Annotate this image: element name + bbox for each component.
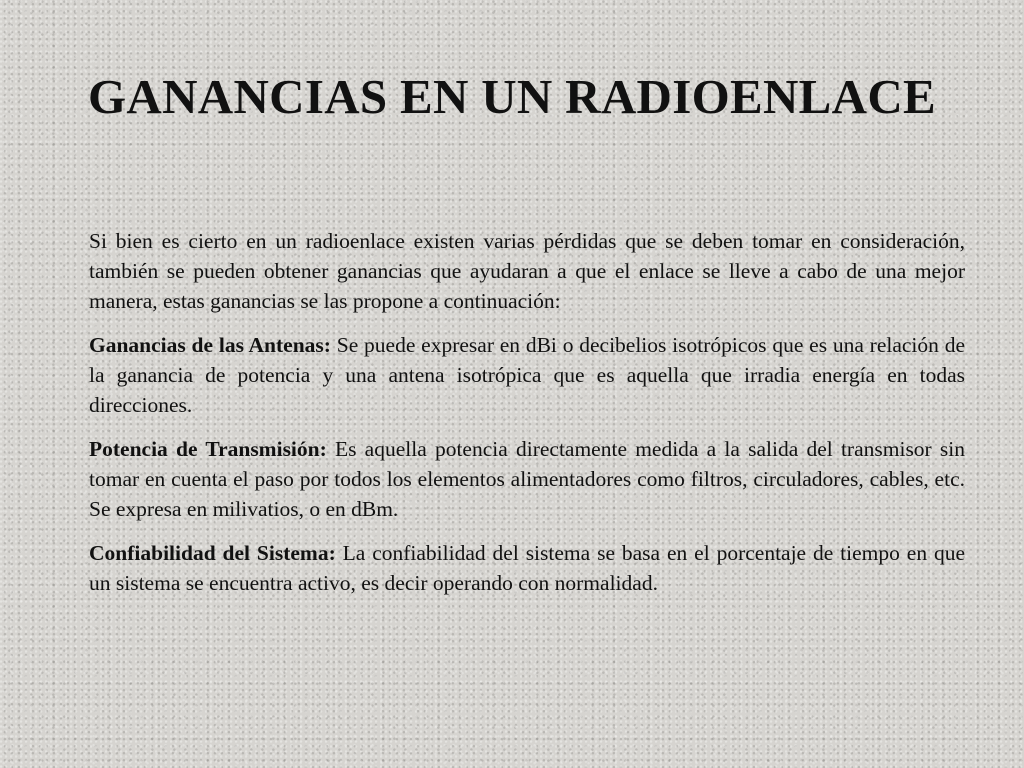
- slide-title: GANANCIAS EN UN RADIOENLACE: [88, 69, 936, 124]
- slide-body: [89, 226, 965, 612]
- description-transmission-power: Es aquella potencia directamente medida a la salida del transmisor sin tomar en cuenta el paso por todos los elementos alimentadores como filtros, circuladores, cables, etc. Se expresa en milivatios, o en dBm.: [89, 437, 966, 521]
- paragraph-transmission-power: [89, 434, 965, 524]
- term-antenna-gain: Ganancias de las Antenas:: [89, 333, 331, 357]
- intro-paragraph: Si bien es cierto en un radioenlace existen varias pérdidas que se deben tomar en consideración, también se pueden obtener ganancias que ayudaran a que el enlace se lleve a cabo de una mejor manera, estas ganancias se las propone a continuación:: [89, 229, 965, 313]
- description-system-reliability: La confiabilidad del sistema se basa en el porcentaje de tiempo en que un sistema se encuentra activo, es decir operando con normalidad.: [89, 541, 966, 595]
- term-transmission-power: Potencia de Transmisión:: [89, 437, 327, 461]
- description-antenna-gain: Se puede expresar en dBi o decibelios isotrópicos que es una relación de la ganancia de potencia y una antena isotrópica que es aquella que irradia energía en todas direcciones.: [89, 333, 965, 417]
- term-system-reliability: Confiabilidad del Sistema:: [89, 541, 336, 565]
- paragraph-system-reliability: [89, 538, 965, 598]
- paragraph-antenna-gain: [89, 330, 965, 420]
